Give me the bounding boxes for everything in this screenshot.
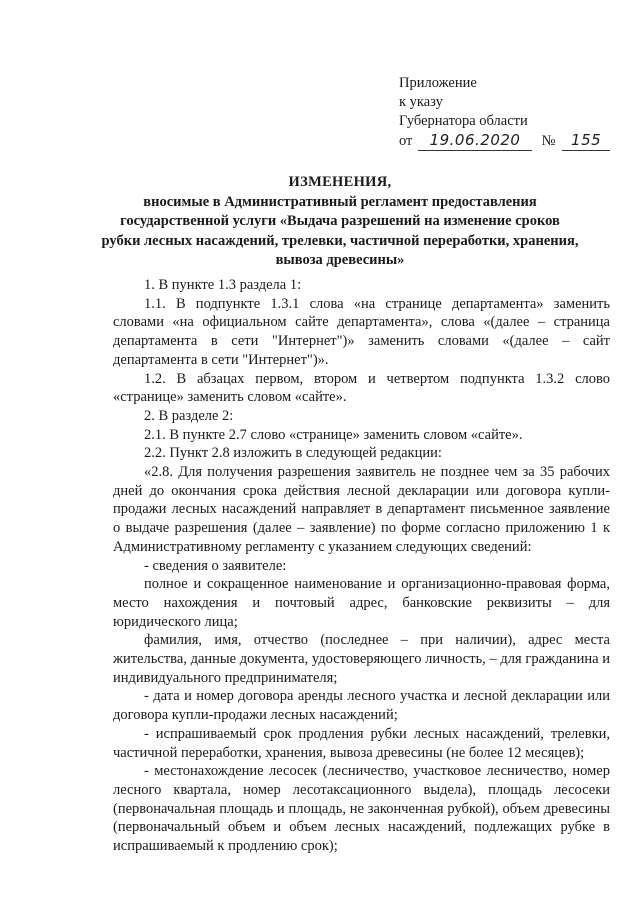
paragraph: фамилия, имя, отчество (последнее – при наличии), адрес места жительства, данные документа, удостоверяющего личность, – для гражданина и индивидуального предпринимателя; <box>113 632 610 686</box>
appendix-block <box>399 74 609 151</box>
title-line-3: рубки лесных насаждений, трелевки, частичной переработки, хранения, <box>101 232 579 249</box>
paragraph: 2.1. В пункте 2.7 слово «странице» заменить словом «сайте». <box>144 426 523 443</box>
paragraph: 1. В пункте 1.3 раздела 1: <box>144 277 302 293</box>
date-prefix: от <box>399 133 413 149</box>
handwritten-number: 155 <box>562 131 610 151</box>
title-line-4: вывоза древесины» <box>275 252 405 268</box>
appendix-line-1: Приложение <box>399 75 477 91</box>
paragraph: 1.1. В подпункте 1.3.1 слова «на странице департамента» заменить словами «на официальном сайте департамента», слова «(далее – страница департамента в сети "Интернет")» заменить словами «(далее – сайт департамента в сети "Интернет")». <box>113 295 610 368</box>
title-line-1: вносимые в Административный регламент предоставления <box>143 193 537 210</box>
handwritten-date: 19.06.2020 <box>418 131 532 151</box>
appendix-date-line <box>399 131 609 151</box>
number-sign: № <box>541 133 556 149</box>
document-body <box>113 276 610 856</box>
paragraph: - сведения о заявителе: <box>144 557 287 574</box>
paragraph: «2.8. Для получения разрешения заявитель не позднее чем за 35 рабочих дней до окончания срока действия лесной декларации или договора купли-продажи лесных насаждений направляет в департамент письменное заявление о выдаче разрешения (далее – заявление) по форме согласно приложению 1 к Административному регламенту с указанием следующих сведений: <box>113 464 610 555</box>
paragraph: - дата и номер договора аренды лесного участка и лесной декларации или договора купли-продажи лесных насаждений; <box>113 688 610 724</box>
paragraph: 2. В разделе 2: <box>144 407 234 424</box>
paragraph: полное и сокращенное наименование и организационно-правовая форма, место нахождения и почтовый адрес, банковские реквизиты – для юридического лица; <box>113 576 610 630</box>
appendix-line-3: Губернатора области <box>399 113 528 129</box>
title-main: ИЗМЕНЕНИЯ, <box>288 174 392 190</box>
paragraph: - местонахождение лесосек (лесничество, участковое лесничество, номер лесного квартала, номер лесотаксационного выдела), площадь лесосеки (первоначальная площадь и площадь, не законченная рубкой), объем древесины (первоначальный объем и объем лесных насаждений, подлежащих рубке в испрашиваемый к продлению срок); <box>113 763 610 855</box>
appendix-line-2: к указу <box>399 94 443 110</box>
paragraph: 2.2. Пункт 2.8 изложить в следующей редакции: <box>144 445 442 462</box>
paragraph: 1.2. В абзацах первом, втором и четвертом подпункта 1.3.2 слово «странице» заменить словом «сайте». <box>113 370 610 406</box>
paragraph: - испрашиваемый срок продления рубки лесных насаждений, трелевки, частичной переработки, хранения, вывоза древесины (не более 12 месяцев); <box>113 725 610 761</box>
title-line-2: государственной услуги «Выдача разрешений на изменение сроков <box>120 213 560 229</box>
document-title <box>70 173 610 271</box>
